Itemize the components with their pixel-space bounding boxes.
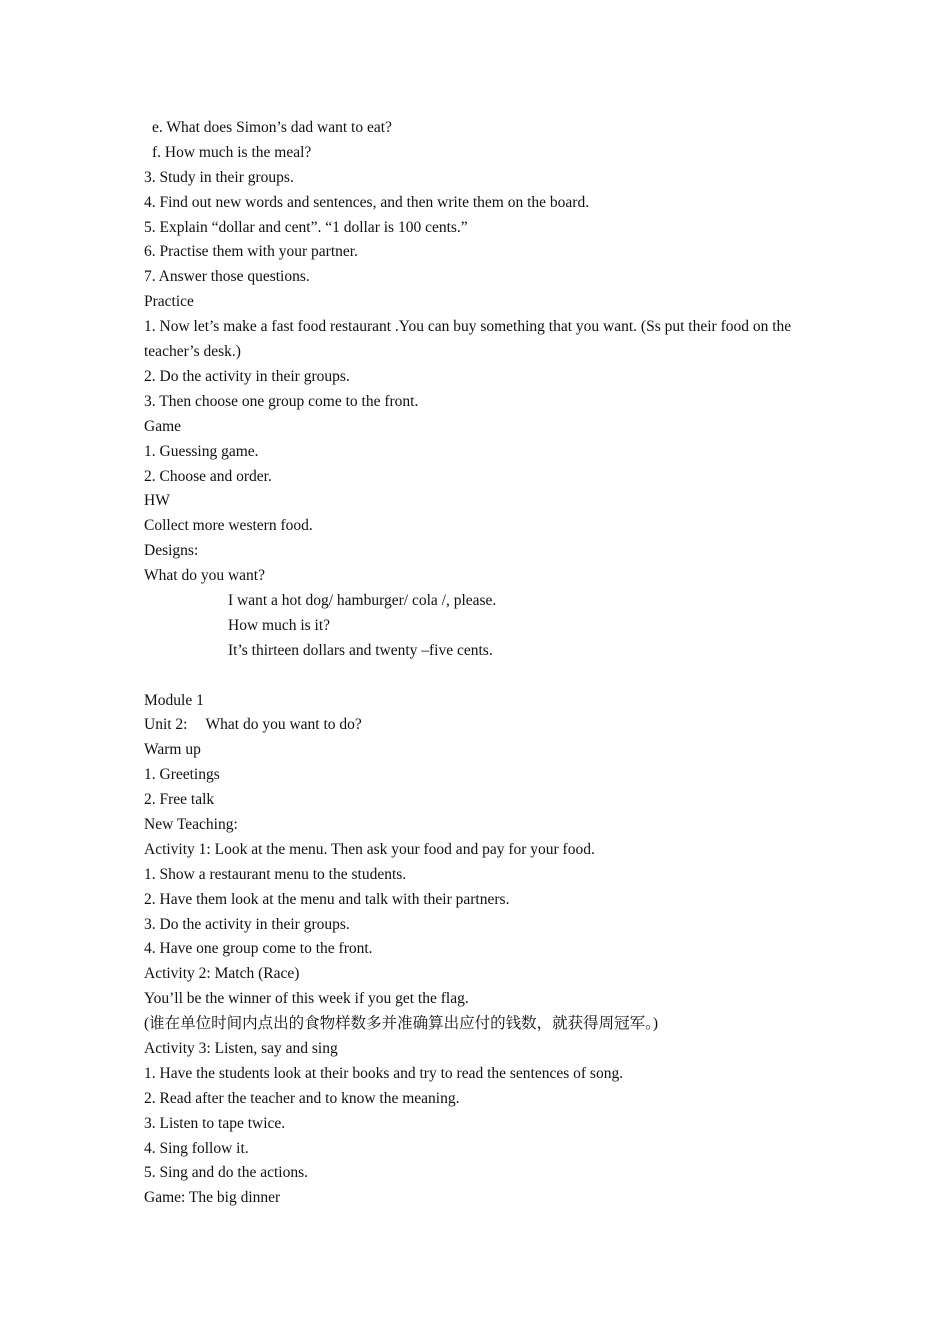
activity-2-chinese-note: (谁在单位时间内点出的食物样数多并准确算出应付的钱数，就获得周冠军。)	[144, 1015, 659, 1033]
design-line-2: I want a hot dog/ hamburger/ cola /, please.	[228, 591, 497, 609]
activity-1-heading: Activity 1: Look at the menu. Then ask your food and pay for your food.	[144, 840, 595, 858]
practice-step-3: 3. Then choose one group come to the front.	[144, 392, 419, 410]
section-heading-new-teaching: New Teaching:	[144, 815, 238, 833]
practice-step-2: 2. Do the activity in their groups.	[144, 367, 350, 385]
activity-3-step-1: 1. Have the students look at their books and try to read the sentences of song.	[144, 1064, 624, 1082]
unit-heading	[144, 713, 824, 738]
activity-3-step-2: 2. Read after the teacher and to know the meaning.	[144, 1089, 460, 1107]
step-7: 7. Answer those questions.	[144, 268, 310, 286]
section-heading-designs: Designs:	[144, 542, 199, 560]
activity-1-step-4: 4. Have one group come to the front.	[144, 940, 373, 958]
design-line-4: It’s thirteen dollars and twenty –five cents.	[228, 641, 493, 659]
activity-3-heading: Activity 3: Listen, say and sing	[144, 1039, 338, 1057]
game-step-2: 2. Choose and order.	[144, 467, 272, 485]
question-f: f. How much is the meal?	[152, 143, 312, 161]
section-heading-hw: HW	[144, 492, 170, 510]
design-line-1: What do you want?	[144, 567, 265, 585]
activity-2-text: You’ll be the winner of this week if you get the flag.	[144, 990, 469, 1008]
spacer	[144, 664, 824, 689]
warm-up-step-2: 2. Free talk	[144, 791, 215, 809]
activity-3-step-5: 5. Sing and do the actions.	[144, 1164, 309, 1182]
practice-step-1: 1. Now let’s make a fast food restaurant .You can buy something that you want. (Ss put their food on the teacher’s desk.)	[144, 318, 792, 361]
document-body	[144, 116, 824, 1211]
question-e: e. What does Simon’s dad want to eat?	[152, 119, 392, 136]
step-4: 4. Find out new words and sentences, and then write them on the board.	[144, 193, 590, 211]
activity-1-step-1: 1. Show a restaurant menu to the students.	[144, 865, 407, 883]
step-3: 3. Study in their groups.	[144, 168, 294, 186]
game-step-1: 1. Guessing game.	[144, 442, 259, 460]
section-heading-practice: Practice	[144, 293, 194, 311]
section-heading-warm-up: Warm up	[144, 741, 201, 759]
game-heading-big-dinner: Game: The big dinner	[144, 1189, 281, 1207]
module-heading: Module 1	[144, 691, 204, 709]
unit-title: What do you want to do?	[205, 716, 362, 734]
step-5: 5. Explain “dollar and cent”. “1 dollar is 100 cents.”	[144, 218, 468, 236]
warm-up-step-1: 1. Greetings	[144, 766, 220, 784]
activity-3-step-4: 4. Sing follow it.	[144, 1139, 249, 1157]
activity-1-step-2: 2. Have them look at the menu and talk with their partners.	[144, 890, 510, 908]
activity-2-heading: Activity 2: Match (Race)	[144, 965, 300, 983]
section-heading-game: Game	[144, 417, 182, 435]
activity-1-step-3: 3. Do the activity in their groups.	[144, 915, 350, 933]
step-6: 6. Practise them with your partner.	[144, 243, 358, 261]
unit-label: Unit 2:	[144, 716, 188, 734]
hw-text: Collect more western food.	[144, 517, 313, 535]
activity-3-step-3: 3. Listen to tape twice.	[144, 1114, 286, 1132]
design-line-3: How much is it?	[228, 616, 331, 634]
